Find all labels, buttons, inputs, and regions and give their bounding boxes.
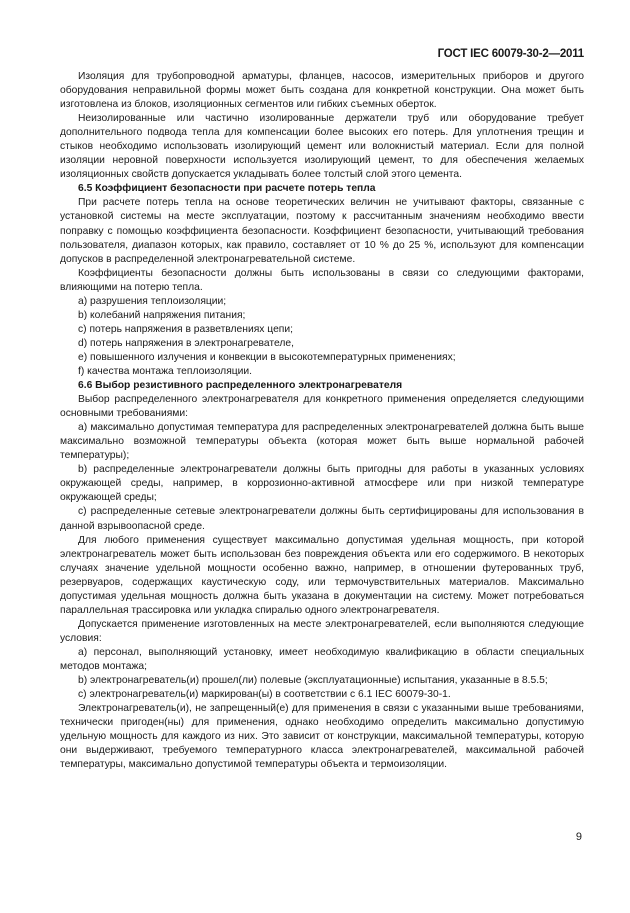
list-item: f) качества монтажа теплоизоляции.: [78, 365, 253, 377]
section-heading: 6.6 Выбор резистивного распределенного электронагревателя: [78, 380, 403, 392]
paragraph: c) распределенные сетевые электронагреватели должны быть сертифицированы для использования в данной взрывоопасной среде.: [60, 506, 584, 532]
list-item: b) колебаний напряжения питания;: [78, 309, 246, 321]
list-item: a) разрушения теплоизоляции;: [78, 295, 227, 307]
list-item: c) потерь напряжения в разветвлениях цепи;: [78, 323, 293, 335]
standard-header: ГОСТ IEC 60079-30-2—2011: [437, 48, 584, 60]
paragraph: a) максимально допустимая температура для распределенных электронагревателей должна быть выше максимально возможной температуры объекта (которая может быть выше нормальной рабочей температуры);: [60, 422, 584, 462]
paragraph: Коэффициенты безопасности должны быть использованы в связи со следующими факторами, влияющими на потерю тепла.: [60, 267, 584, 293]
document-body: [60, 70, 584, 772]
paragraph: b) распределенные электронагреватели должны быть пригодны для работы в указанных условиях окружающей среды, например, в коррозионно-активной атмосфере или при низкой температуре окружающей среды;: [60, 464, 584, 504]
paragraph: Изоляция для трубопроводной арматуры, фланцев, насосов, измерительных приборов и другого оборудования неправильной формы может быть создана для конкретной конструкции. Она может быть изготовлена из блоков, изоляционных сегментов или гибких съемных оберток.: [60, 71, 584, 111]
list-item: e) повышенного излучения и конвекции в высокотемпературных применениях;: [78, 351, 456, 363]
paragraph: Электронагреватель(и), не запрещенный(е) для применения в связи с указанными выше требованиями, технически пригоден(ны) для применения, однако необходимо определить максимально допустимую удельную мощность для каждого из них. Это зависит от конструкции, максимальной температуры, которую они выдерживают, требуемого температурного класса электронагревателей, максимальной рабочей температуры, максимально допустимой температуры объекта и термоизоляции.: [60, 703, 584, 771]
paragraph: Для любого применения существует максимально допустимая удельная мощность, при которой электронагреватель может быть использован без повреждения объекта или его содержимого. В некоторых случаях значение удельной мощности особенно важно, например, в отношении футерованных труб, резервуаров, содержащих каустическую соду, или термочувствительных материалов. Максимально допустимая удельная мощность должна быть указана в документации на систему. Может потребоваться параллельная трассировка или укладка спиралью одного электронагревателя.: [60, 534, 584, 616]
section-heading: 6.5 Коэффициент безопасности при расчете потерь тепла: [78, 183, 376, 195]
paragraph: a) персонал, выполняющий установку, имеет необходимую квалификацию в области специальных методов монтажа;: [60, 646, 584, 672]
paragraph: При расчете потерь тепла на основе теоретических величин не учитывают факторы, связанные с установкой системы на месте эксплуатации, поэтому к рассчитанным значениям необходимо ввести поправку с помощью коэффициента безопасности. Коэффициент безопасности, учитывающий требования пользователя, диапазон которых, как правило, составляет от 10 % до 25 %, используют для компенсации допусков в распределенной электронагревательной системе.: [60, 197, 584, 265]
page-number: 9: [575, 831, 582, 843]
list-item: c) электронагреватель(и) маркирован(ы) в соответствии с 6.1 IEC 60079-30-1.: [78, 689, 451, 701]
list-item: d) потерь напряжения в электронагревателе,: [78, 337, 294, 349]
paragraph: Неизолированные или частично изолированные держатели труб или оборудование требует дополнительного подвода тепла для компенсации более высоких его потерь. Для уплотнения трещин и стыков необходимо использовать изолирующий цемент или волокнистый материал. Если для полной изоляции неровной поверхности используется изолирующий цемент, то для обеспечения желаемых изоляционных свойств допускается укладывать более толстый слой этого цемента.: [60, 113, 584, 181]
list-item: b) электронагреватель(и) прошел(ли) полевые (эксплуатационные) испытания, указанные в 8.5.5;: [78, 675, 548, 687]
paragraph: Допускается применение изготовленных на месте электронагревателей, если выполняются следующие условия:: [60, 618, 584, 644]
paragraph: Выбор распределенного электронагревателя для конкретного применения определяется следующими основными требованиями:: [60, 394, 584, 420]
